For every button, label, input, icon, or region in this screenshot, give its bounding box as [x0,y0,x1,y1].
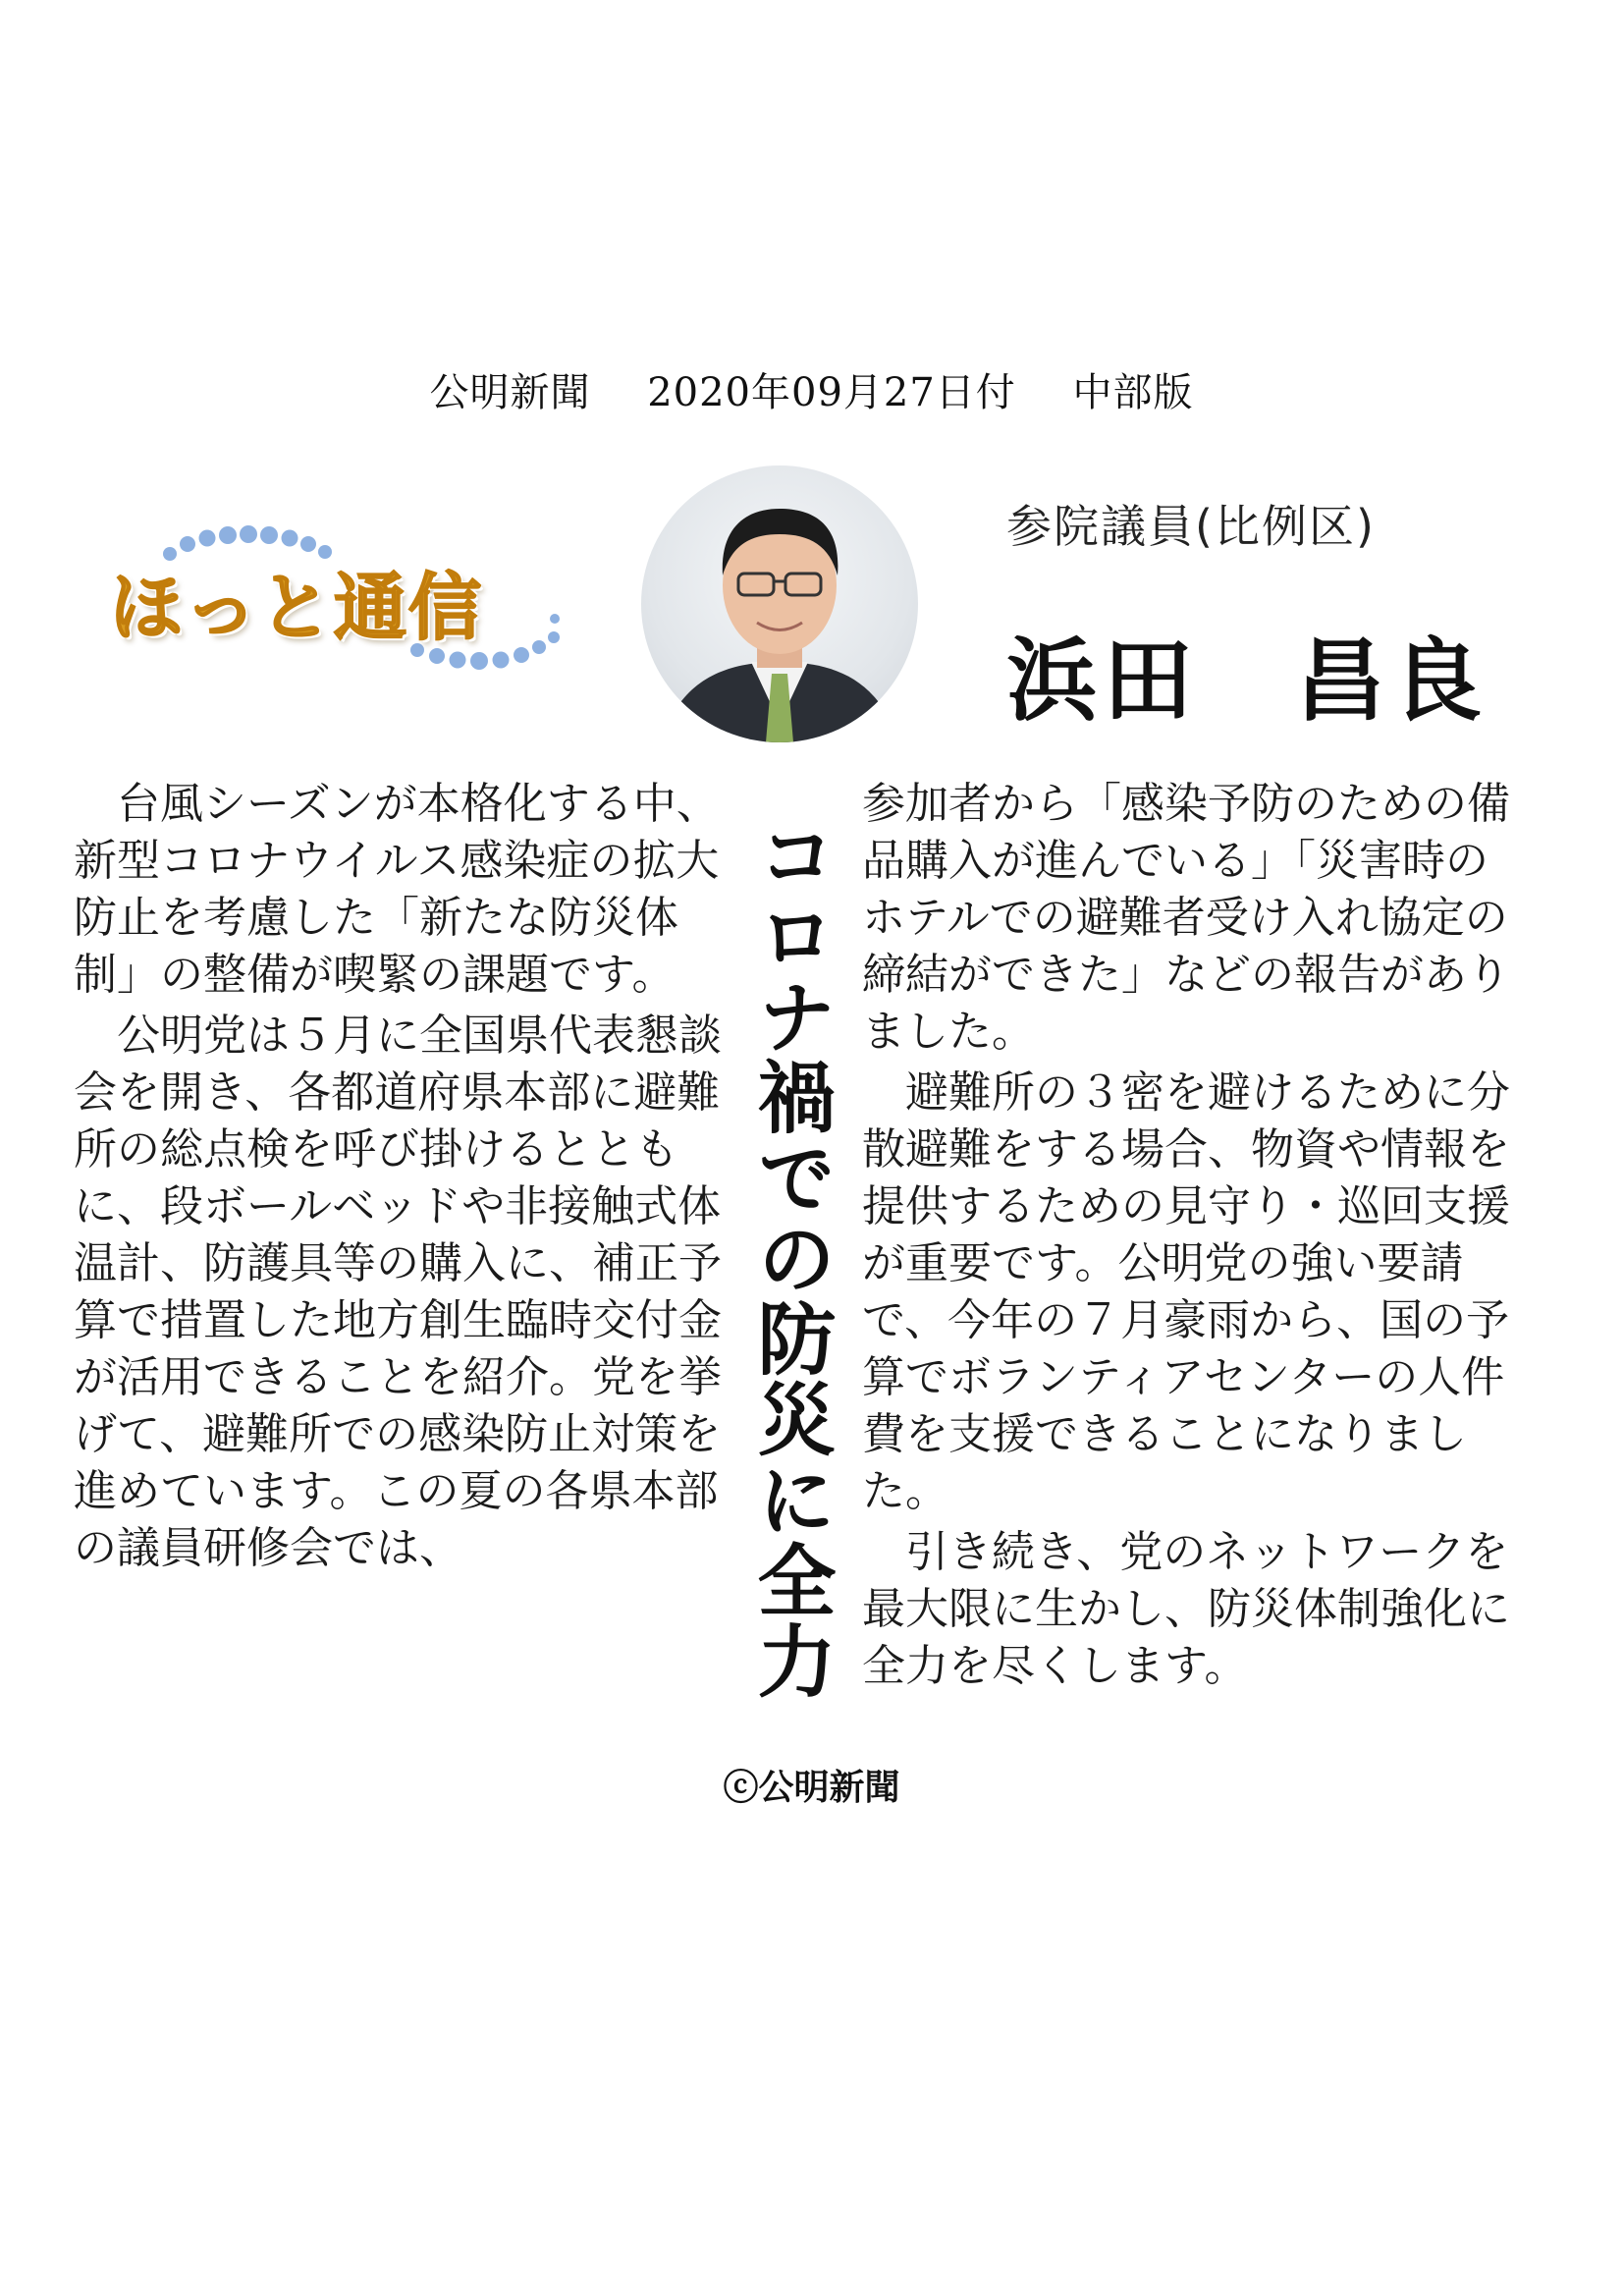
article-paragraph: 避難所の３密を避けるために分散避難をする場合、物資や情報を提供するための見守り・巡回支援が重要です。公明党の強い要請で、今年の７月豪雨から、国の予算でボランティアセンターの人件費を支援できることになりました。 [862,1067,1510,1516]
article-column-left [74,776,722,1581]
article-paragraph: 引き続き、党のネットワークを最大限に生かし、防災体制強化に全力を尽くします。 [862,1527,1510,1691]
article-paragraph: 公明党は５月に全国県代表懇談会を開き、各都道府県本部に避難所の総点検を呼び掛けるとともに、段ボールベッドや非接触式体温計、防護具等の購入に、補正予算で措置した地方創生臨時交付金が活用できることを紹介。党を挙げて、避難所での感染防止対策を進めています。この夏の各県本部の議員研修会では、 [74,1011,722,1573]
newspaper-header [0,361,1623,417]
author-portrait [641,465,918,742]
article-column-right [862,776,1510,1699]
publication-date: 2020年09月27日付 [647,370,1016,415]
logo-title: ほっと通信 [110,566,483,650]
article-paragraph: 参加者から「感染予防のための備品購入が進んでいる」「災害時のホテルでの避難者受け入れ協定の締結ができた」などの報告がありました。 [862,779,1510,1057]
article-paragraph: 台風シーズンが本格化する中、新型コロナウイルス感染症の拡大防止を考慮した「新たな防災体制」の整備が喫緊の課題です。 [74,779,720,1000]
copyright-notice: ⓒ公明新聞 [723,1767,900,1808]
edition-label: 中部版 [1072,370,1194,415]
author-role: 参院議員(比例区) [1006,500,1376,553]
author-name: 浜田 昌良 [1006,628,1488,734]
newspaper-name: 公明新聞 [429,370,591,415]
portrait-illustration [641,465,918,742]
article-headline: コロナ禍での防災に全力 [744,815,837,1701]
